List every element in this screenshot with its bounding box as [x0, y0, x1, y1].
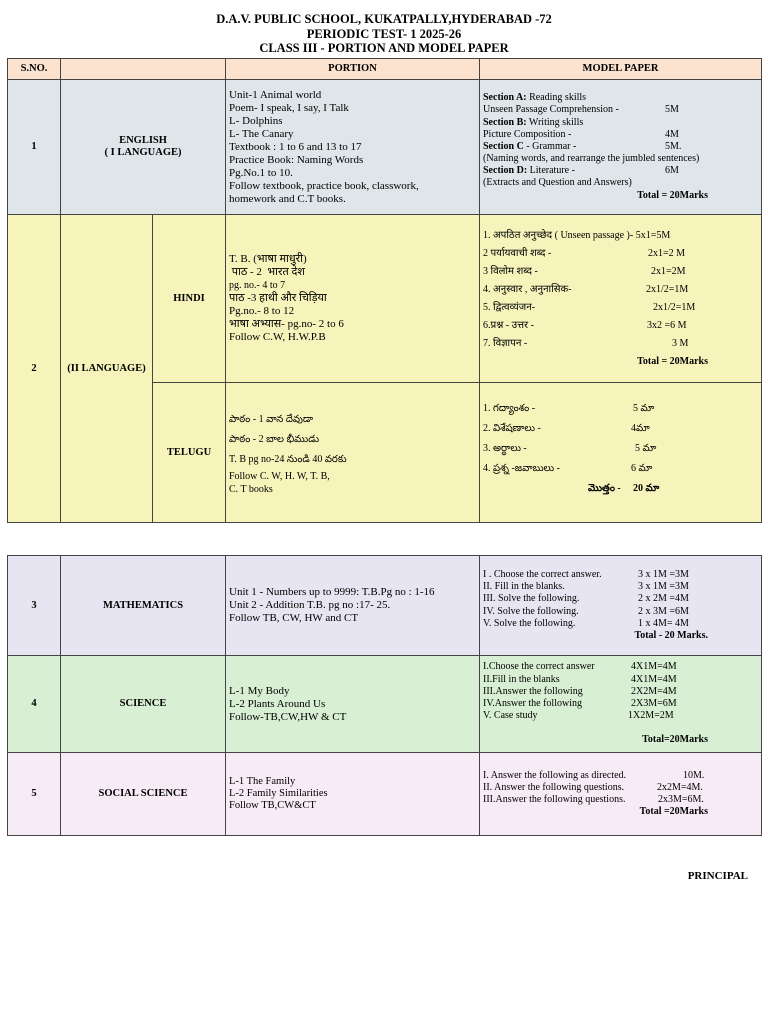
question-text: Unseen Passage Comprehension -: [483, 104, 619, 116]
question-text: IV.Answer the following: [483, 697, 582, 709]
model-line: [483, 245, 758, 263]
question-text: 1. अपठित अनुच्छेद ( Unseen passage )- 5x1=5M: [483, 229, 671, 241]
question-text: V. Case study: [483, 710, 538, 722]
model-cell: [480, 215, 762, 383]
marks-text: 2x1=2M: [651, 265, 686, 277]
model-line: [483, 661, 758, 673]
portion-line: Pg.no.- 8 to 12: [229, 305, 295, 317]
model-cell: [480, 556, 762, 656]
section-text: Reading skills: [526, 92, 587, 104]
marks-text: 1 x 4M= 4M: [638, 617, 689, 629]
total-value: 20 మా: [633, 482, 660, 494]
marks-text: 2X3M=6M: [631, 697, 677, 709]
question-text: V. Solve the following.: [483, 617, 576, 629]
class-title: CLASS III - PORTION AND MODEL PAPER: [259, 41, 509, 55]
portion-cell: [226, 383, 480, 523]
model-line: [483, 794, 758, 806]
portion-line: Follow TB, CW, HW and CT: [229, 612, 359, 624]
col-sno-header: S.NO.: [8, 59, 61, 80]
social-science-row: [8, 753, 762, 836]
question-text: III. Solve the following.: [483, 593, 580, 605]
question-text: 5. द्वित्वव्यंजन-: [483, 301, 536, 313]
portion-line: Unit 1 - Numbers up to 9999: T.B.Pg no : 1-16: [229, 586, 435, 598]
portion-line: L-1 The Family: [229, 776, 296, 787]
portion-line: L-2 Plants Around Us: [229, 697, 326, 710]
marks-text: 6 మా: [631, 462, 653, 474]
marks-text: 5 మా: [633, 402, 655, 414]
model-line: (Naming words, and rearrange the jumbled sentences): [483, 153, 700, 165]
model-line: [483, 674, 758, 686]
question-text: Picture Composition -: [483, 128, 572, 140]
portion-cell: [226, 80, 480, 215]
marks-text: 5M: [665, 104, 679, 116]
model-line: [483, 165, 758, 177]
question-text: 2 पर्यायवाची शब्द -: [483, 247, 552, 259]
model-line: [483, 593, 758, 605]
question-text: 4. ప్రశ్న -జవాబులు -: [483, 462, 560, 474]
model-line: [483, 686, 758, 698]
col-portion-header: PORTION: [226, 59, 480, 80]
model-line: [483, 129, 758, 141]
marks-text: 6M: [665, 165, 679, 177]
model-line: [483, 618, 758, 630]
portion-line: T. B pg no-24 నుండి 40 వరకు: [229, 453, 347, 465]
document-header: [0, 12, 768, 56]
model-line: [483, 263, 758, 281]
marks-text: 10M.: [683, 769, 705, 781]
marks-text: 2x1=2 M: [648, 247, 686, 259]
marks-text: 4M: [665, 128, 679, 140]
marks-text: 2X2M=4M: [631, 685, 677, 697]
model-line: [483, 403, 758, 423]
portion-line: Unit 2 - Addition T.B. pg no :17- 25.: [229, 599, 391, 611]
math-row: [8, 556, 762, 656]
portion-line: homework and C.T books.: [229, 192, 346, 205]
marks-text: 2 x 3M =6M: [638, 605, 689, 617]
marks-text: 2x1/2=1M: [653, 301, 696, 313]
sno-cell: 2: [8, 215, 61, 523]
portion-cell: [226, 753, 480, 836]
section-label: Section D:: [483, 165, 528, 177]
total-marks: Total = 20Marks: [637, 355, 708, 367]
marks-text: 3 x 1M =3M: [638, 581, 689, 593]
section-text: Literature -: [527, 165, 575, 177]
question-text: 3. అర్థాలు -: [483, 442, 527, 454]
test-title: PERIODIC TEST- 1 2025-26: [306, 26, 462, 41]
sno-cell: 3: [8, 556, 61, 656]
subject-cell: MATHEMATICS: [61, 556, 226, 656]
question-text: 2. విశేషణాలు -: [483, 422, 541, 434]
portion-line: Follow C.W, H.W.P.B: [229, 331, 326, 343]
model-line: [483, 104, 758, 116]
hindi-row: [8, 215, 762, 383]
subject-cell: SCIENCE: [61, 656, 226, 753]
marks-text: 4X1M=4M: [631, 661, 677, 673]
syllabus-table-1: [7, 58, 762, 523]
portion-line: L- The Canary: [229, 127, 294, 140]
model-line: [483, 227, 758, 245]
portion-line: Follow TB,CW&CT: [229, 800, 316, 811]
portion-line: Follow C. W, H. W, T. B,: [229, 470, 330, 482]
subject-cell: SOCIAL SCIENCE: [61, 753, 226, 836]
section-text: Writing skills: [526, 116, 584, 128]
question-text: II.Fill in the blanks: [483, 673, 560, 685]
model-line: [483, 299, 758, 317]
syllabus-table-2: [7, 555, 762, 836]
model-line: (Extracts and Question and Answers): [483, 177, 632, 189]
portion-line: L-2 Family Similarities: [229, 788, 328, 799]
question-text: IV. Solve the following.: [483, 605, 579, 617]
science-row: [8, 656, 762, 753]
model-line: [483, 710, 758, 722]
model-line: [483, 335, 758, 353]
marks-text: 2x1/2=1M: [646, 283, 689, 295]
principal-signature-label: PRINCIPAL: [687, 870, 748, 882]
question-text: 7. विज्ञापन -: [483, 337, 528, 349]
model-line: [483, 581, 758, 593]
marks-text: 5M.: [665, 140, 682, 152]
question-text: 1. గద్యాంశం -: [483, 402, 536, 414]
model-line: [483, 443, 758, 463]
marks-text: 2x2M=4M.: [657, 781, 703, 793]
portion-line: pg. no.- 4 to 7: [229, 280, 286, 291]
model-line: [483, 569, 758, 581]
question-text: I . Choose the correct answer.: [483, 568, 602, 580]
sno-cell: 5: [8, 753, 61, 836]
subject-name: TELUGU: [153, 383, 226, 523]
total-label: మొత్తం -: [588, 482, 621, 494]
marks-text: 3x2 =6 M: [647, 319, 687, 331]
model-cell: [480, 80, 762, 215]
portion-line: Follow-TB,CW,HW & CT: [229, 710, 347, 723]
subject-name: HINDI: [153, 215, 226, 383]
portion-line: L-1 My Body: [229, 684, 290, 697]
portion-cell: [226, 556, 480, 656]
model-line: [483, 770, 758, 782]
model-cell: [480, 656, 762, 753]
model-line: [483, 92, 758, 104]
section-label: Section C: [483, 140, 524, 152]
portion-line: Follow textbook, practice book, classwork,: [229, 179, 419, 192]
col-model-header: MODEL PAPER: [480, 59, 762, 80]
subject-name: ENGLISH: [119, 135, 167, 146]
portion-line: Pg.No.1 to 10.: [229, 166, 293, 179]
model-line: [483, 317, 758, 335]
model-line: [483, 722, 758, 734]
portion-cell: [226, 656, 480, 753]
portion-line: T. B. (भाषा माधुरी): [229, 253, 307, 265]
question-text: II. Fill in the blanks.: [483, 581, 565, 593]
sno-cell: 1: [8, 80, 61, 215]
school-name: D.A.V. PUBLIC SCHOOL, KUKATPALLY,HYDERABAD -72: [216, 12, 552, 26]
question-text: III.Answer the following: [483, 685, 583, 697]
model-line: [483, 117, 758, 129]
marks-text: 4X1M=4M: [631, 673, 677, 685]
question-text: I. Answer the following as directed.: [483, 769, 627, 781]
total-marks: Total = 20Marks: [637, 189, 708, 201]
portion-line: Unit-1 Animal world: [229, 88, 322, 101]
section-label: Section B:: [483, 116, 527, 128]
question-text: I.Choose the correct answer: [483, 661, 595, 673]
total-marks: Total - 20 Marks.: [634, 629, 708, 641]
model-line: [483, 141, 758, 153]
portion-line: పాఠం - 2 బాల భీముడు: [229, 433, 320, 445]
portion-line: पाठ -3 हाथी और चिड़िया: [229, 292, 327, 304]
question-text: 4. अनुस्वार , अनुनासिक-: [483, 283, 572, 295]
portion-line: L- Dolphins: [229, 114, 283, 127]
subject-cell: (II LANGUAGE): [61, 215, 153, 523]
question-text: III.Answer the following questions.: [483, 794, 626, 805]
portion-line: పాఠం - 1 వాన దేవుడా: [229, 413, 314, 425]
model-line: [483, 423, 758, 443]
sno-cell: 4: [8, 656, 61, 753]
portion-line: पाठ - 2 भारत देश: [229, 266, 305, 278]
question-text: 6.प्रश्न - उत्तर -: [483, 319, 534, 331]
portion-line: Poem- I speak, I say, I Talk: [229, 101, 349, 114]
col-subject-header: [61, 59, 226, 80]
marks-text: 2x3M=6M.: [658, 794, 704, 805]
question-text: 3 विलोम शब्द -: [483, 265, 538, 277]
model-cell: [480, 753, 762, 836]
marks-text: 4మా: [631, 422, 650, 434]
section-label: Section A:: [483, 92, 527, 104]
subject-cell: [61, 80, 226, 215]
subject-language: ( I LANGUAGE): [104, 147, 182, 158]
section-text: - Grammar -: [523, 140, 577, 152]
marks-text: 3 x 1M =3M: [638, 568, 689, 580]
portion-line: भाषा अभ्यास- pg.no- 2 to 6: [229, 318, 344, 330]
marks-text: 5 మా: [635, 442, 657, 454]
model-cell: [480, 383, 762, 523]
english-row: [8, 80, 762, 215]
portion-line: Textbook : 1 to 6 and 13 to 17: [229, 140, 362, 153]
marks-text: 2 x 2M =4M: [638, 593, 689, 605]
model-line: [483, 606, 758, 618]
total-marks: [483, 483, 758, 503]
marks-text: 1X2M=2M: [628, 710, 674, 722]
total-marks: Total =20Marks: [639, 806, 708, 818]
marks-text: 3 M: [672, 337, 689, 349]
total-marks: Total=20Marks: [642, 734, 708, 746]
model-line: [483, 698, 758, 710]
portion-line: C. T books: [229, 483, 273, 495]
portion-line: Practice Book: Naming Words: [229, 153, 364, 166]
model-line: [483, 463, 758, 483]
portion-cell: [226, 215, 480, 383]
model-line: [483, 782, 758, 794]
model-line: [483, 281, 758, 299]
question-text: II. Answer the following questions.: [483, 781, 625, 793]
